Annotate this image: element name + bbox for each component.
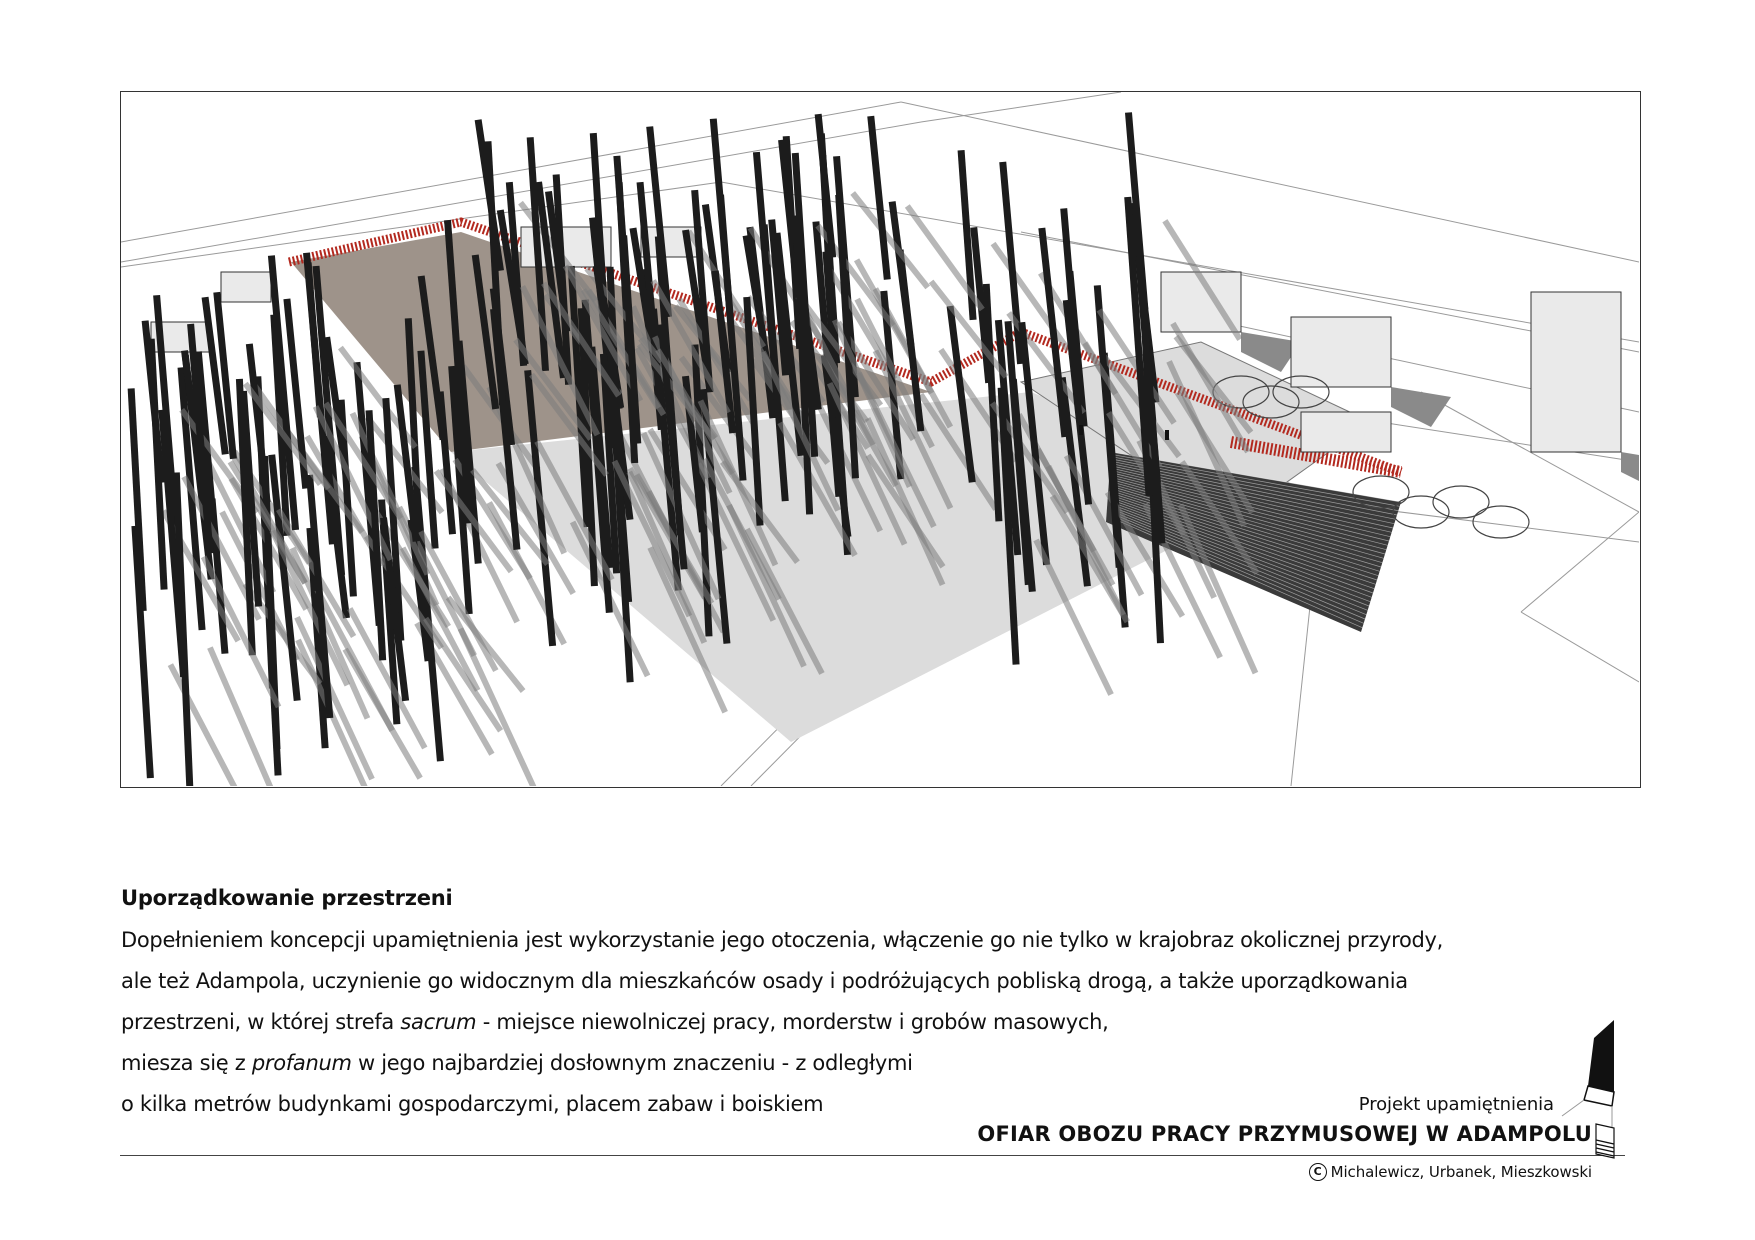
- italic-term-profanum: profanum: [251, 1051, 352, 1075]
- text-span: przestrzeni, w której strefa: [121, 1010, 401, 1034]
- project-logo-icon: [1556, 1020, 1636, 1170]
- italic-term-sacrum: sacrum: [400, 1010, 477, 1034]
- project-label: Projekt upamiętnienia: [1358, 1094, 1554, 1115]
- credits-names: Michalewicz, Urbanek, Mieszkowski: [1330, 1163, 1592, 1181]
- description-line: [121, 1043, 1451, 1084]
- person-figure: [1165, 430, 1169, 440]
- text-span: w jego najbardziej dosłownym znaczeniu - z odległymi: [351, 1051, 913, 1075]
- building: [1301, 412, 1391, 452]
- description-line: Dopełnieniem koncepcji upamiętnienia jest wykorzystanie jego otoczenia, włączenie go nie tylko w krajobraz okolicznej przyrody,: [121, 928, 1444, 952]
- building-shadow: [1621, 452, 1639, 492]
- copyright-icon: C: [1309, 1163, 1327, 1181]
- pole-shadow: [170, 665, 245, 786]
- project-title: OFIAR OBOZU PRACY PRZYMUSOWEJ W ADAMPOLU: [977, 1122, 1592, 1146]
- building: [1531, 292, 1621, 452]
- site-line: [1521, 512, 1639, 612]
- footer-divider: [120, 1155, 1625, 1156]
- site-line: [921, 92, 1121, 122]
- description-line: ale też Adampola, uczynienie go widocznym dla mieszkańców osady i podróżujących pobliską drogą, a także uporządkowania: [121, 969, 1408, 993]
- section-heading: Uporządkowanie przestrzeni: [121, 886, 453, 910]
- text-span: miesza się z: [121, 1051, 252, 1075]
- memorial-pole: [871, 116, 888, 279]
- building: [221, 272, 271, 302]
- site-plan-illustration: [121, 92, 1639, 786]
- memorial-3d-rendering: [120, 91, 1641, 788]
- description-line: o kilka metrów budynkami gospodarczymi, placem zabaw i boiskiem: [121, 1092, 824, 1116]
- description-block: [121, 886, 1451, 1125]
- credits: [1309, 1163, 1592, 1181]
- building-shadow: [1391, 387, 1451, 427]
- site-line: [1521, 612, 1639, 682]
- description-line: [121, 1002, 1451, 1043]
- text-span: - miejsce niewolniczej pracy, morderstw i grobów masowych,: [476, 1010, 1109, 1034]
- description-paragraph: [121, 920, 1451, 1125]
- person-figure: [1079, 425, 1083, 435]
- field-circle: [1433, 486, 1489, 518]
